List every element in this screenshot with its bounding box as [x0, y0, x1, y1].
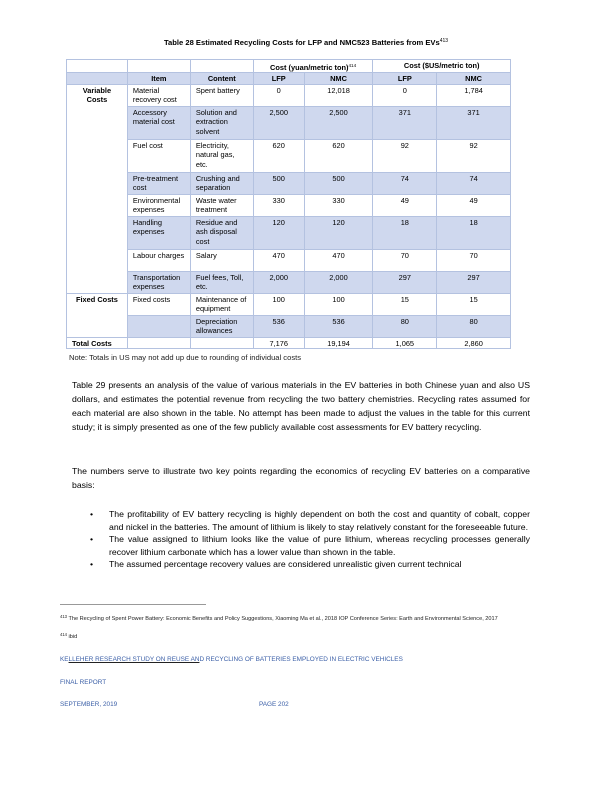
cell-lfp-yuan: 100 [253, 293, 304, 315]
total-costs-label: Total Costs [67, 337, 128, 348]
table-row [67, 271, 511, 293]
header-cost-yuan: Cost (yuan/metric ton)$^{414}$ [253, 60, 373, 73]
cell-item: Environmental expenses [127, 194, 190, 216]
cell-nmc-yuan: 100 [304, 293, 373, 315]
cell-item: Handling expenses [127, 216, 190, 249]
cell-lfp-usd: 18 [373, 216, 437, 249]
cell-nmc-yuan: 2,000 [304, 271, 373, 293]
empty-cell [190, 337, 253, 348]
column-header [67, 73, 128, 84]
empty-cell [127, 337, 190, 348]
cell-lfp-yuan: 330 [253, 194, 304, 216]
key-points-list [72, 508, 530, 571]
empty-cell [67, 60, 128, 73]
bullet-icon: • [90, 559, 94, 570]
cell-nmc-yuan: 620 [304, 139, 373, 172]
total-lfp-usd: 1,065 [373, 337, 437, 348]
footnote-413: $^{413}$ The Recycling of Spent Power Battery: Economic Benefits and Policy Suggestions, Xiaoming Ma et al., 2018 IOP Conference Series: Earth and Environmental Science, 2017 [60, 614, 498, 622]
cell-nmc-yuan: 536 [304, 315, 373, 337]
column-header-content: Content [190, 73, 253, 84]
total-nmc-usd: 2,860 [437, 337, 511, 348]
cell-item: Accessory material cost [127, 106, 190, 139]
cell-lfp-yuan: 2,000 [253, 271, 304, 293]
footnote-divider [60, 604, 206, 605]
cell-lfp-usd: 80 [373, 315, 437, 337]
cell-nmc-usd: 18 [437, 216, 511, 249]
cell-lfp-yuan: 470 [253, 249, 304, 271]
cell-content: Crushing and separation [190, 172, 253, 194]
list-item: • The value assigned to lithium looks like the value of pure lithium, whereas recycling processes generally recover lithium carbonate which has a lower value than shown in the table. [90, 534, 530, 557]
footer-final-report: FINAL REPORT [60, 679, 107, 686]
footer-date: SEPTEMBER, 2019 [60, 701, 118, 708]
table-row [67, 194, 511, 216]
cell-item: Fuel cost [127, 139, 190, 172]
column-header-lfp-usd: LFP [373, 73, 437, 84]
cell-nmc-yuan: 2,500 [304, 106, 373, 139]
cell-item: Transportation expenses [127, 271, 190, 293]
total-nmc-yuan: 19,194 [304, 337, 373, 348]
cell-content: Salary [190, 249, 253, 271]
cell-lfp-yuan: 620 [253, 139, 304, 172]
cell-content: Fuel fees, Toll, etc. [190, 271, 253, 293]
cell-lfp-usd: 70 [373, 249, 437, 271]
table-total-row [67, 337, 511, 348]
cell-content: Waste water treatment [190, 194, 253, 216]
cell-content: Spent battery [190, 84, 253, 106]
bullet-icon: • [90, 509, 94, 519]
empty-cell [190, 60, 253, 73]
cell-nmc-yuan: 330 [304, 194, 373, 216]
column-header-nmc-yuan: NMC [304, 73, 373, 84]
cell-content: Electricity, natural gas, etc. [190, 139, 253, 172]
table-caption [0, 38, 612, 47]
cell-nmc-usd: 371 [437, 106, 511, 139]
cell-lfp-usd: 15 [373, 293, 437, 315]
footer-date-page [60, 701, 289, 708]
table-row [67, 172, 511, 194]
group-variable-costs: Variable Costs [67, 84, 128, 293]
cell-nmc-usd: 92 [437, 139, 511, 172]
column-header-lfp-yuan: LFP [253, 73, 304, 84]
total-lfp-yuan: 7,176 [253, 337, 304, 348]
cell-content: Residue and ash disposal cost [190, 216, 253, 249]
cell-item: Labour charges [127, 249, 190, 271]
table-column-header-row [67, 73, 511, 84]
table-note: Note: Totals in US may not add up due to rounding of individual costs [69, 353, 302, 362]
cell-content: Solution and extraction solvent [190, 106, 253, 139]
body-paragraph-1: Table 29 presents an analysis of the value of various materials in the EV batteries in both Chinese yuan and also US dollars, and estimates the potential revenue from recycling the two battery chemistries. Recycling rates assumed for each material are also shown in the table. No attempt has been made to adjust the values in the table for this current study; it is simply presented as one of the few publicly available cost assessments for EV battery recycling. [72, 380, 530, 432]
cell-lfp-usd: 49 [373, 194, 437, 216]
column-header-item: Item [127, 73, 190, 84]
cell-item [127, 315, 190, 337]
cell-lfp-usd: 371 [373, 106, 437, 139]
table-group-header-row [67, 60, 511, 73]
table-row [67, 216, 511, 249]
table-row [67, 139, 511, 172]
group-fixed-costs: Fixed Costs [67, 293, 128, 337]
cell-content: Depreciation allowances [190, 315, 253, 337]
cell-lfp-usd: 297 [373, 271, 437, 293]
header-cost-usd: Cost ($US/metric ton) [373, 60, 511, 73]
cell-lfp-yuan: 0 [253, 84, 304, 106]
bullet-icon: • [90, 534, 94, 545]
cell-content: Maintenance of equipment [190, 293, 253, 315]
cell-item: Material recovery cost [127, 84, 190, 106]
list-item: • The profitability of EV battery recycling is highly dependent on both the cost and quantity of cobalt, copper and nickel in the batteries. The amount of lithium is likely to stay relatively constant for the foreseeable future. [90, 509, 530, 532]
cell-nmc-yuan: 470 [304, 249, 373, 271]
footer-report-title: KELLEHER RESEARCH STUDY ON REUSE AND RECYCLING OF BATTERIES EMPLOYED IN ELECTRIC VEHICLES [60, 656, 403, 663]
cell-nmc-usd: 80 [437, 315, 511, 337]
cell-nmc-usd: 1,784 [437, 84, 511, 106]
cell-lfp-yuan: 536 [253, 315, 304, 337]
cell-lfp-yuan: 120 [253, 216, 304, 249]
list-item: • The assumed percentage recovery values are considered unrealistic given current technical [90, 559, 462, 570]
cell-lfp-usd: 74 [373, 172, 437, 194]
cell-nmc-yuan: 500 [304, 172, 373, 194]
cell-lfp-usd: 92 [373, 139, 437, 172]
cell-nmc-usd: 74 [437, 172, 511, 194]
cell-item: Pre-treatment cost [127, 172, 190, 194]
table-caption-text: Table 28 Estimated Recycling Costs for LFP and NMC523 Batteries from EVs [163, 38, 440, 47]
table-row [67, 84, 511, 106]
cell-nmc-usd: 297 [437, 271, 511, 293]
body-paragraph-2: The numbers serve to illustrate two key points regarding the economics of recycling EV batteries on a comparative basis: [72, 466, 530, 490]
table-row [67, 293, 511, 315]
table-row [67, 106, 511, 139]
column-header-nmc-usd: NMC [437, 73, 511, 84]
footer-page-number: PAGE 202 [259, 701, 289, 708]
cell-nmc-usd: 70 [437, 249, 511, 271]
cell-nmc-yuan: 12,018 [304, 84, 373, 106]
cell-lfp-usd: 0 [373, 84, 437, 106]
cell-nmc-yuan: 120 [304, 216, 373, 249]
empty-cell [127, 60, 190, 73]
table-row [67, 249, 511, 271]
cell-nmc-usd: 15 [437, 293, 511, 315]
cell-lfp-yuan: 2,500 [253, 106, 304, 139]
recycling-cost-table [66, 59, 511, 349]
cell-lfp-yuan: 500 [253, 172, 304, 194]
cell-item: Fixed costs [127, 293, 190, 315]
footnote-414: $^{414}$ ibid [60, 632, 78, 640]
cell-nmc-usd: 49 [437, 194, 511, 216]
footnote-ref-413: 413 [439, 38, 449, 44]
table-row [67, 315, 511, 337]
